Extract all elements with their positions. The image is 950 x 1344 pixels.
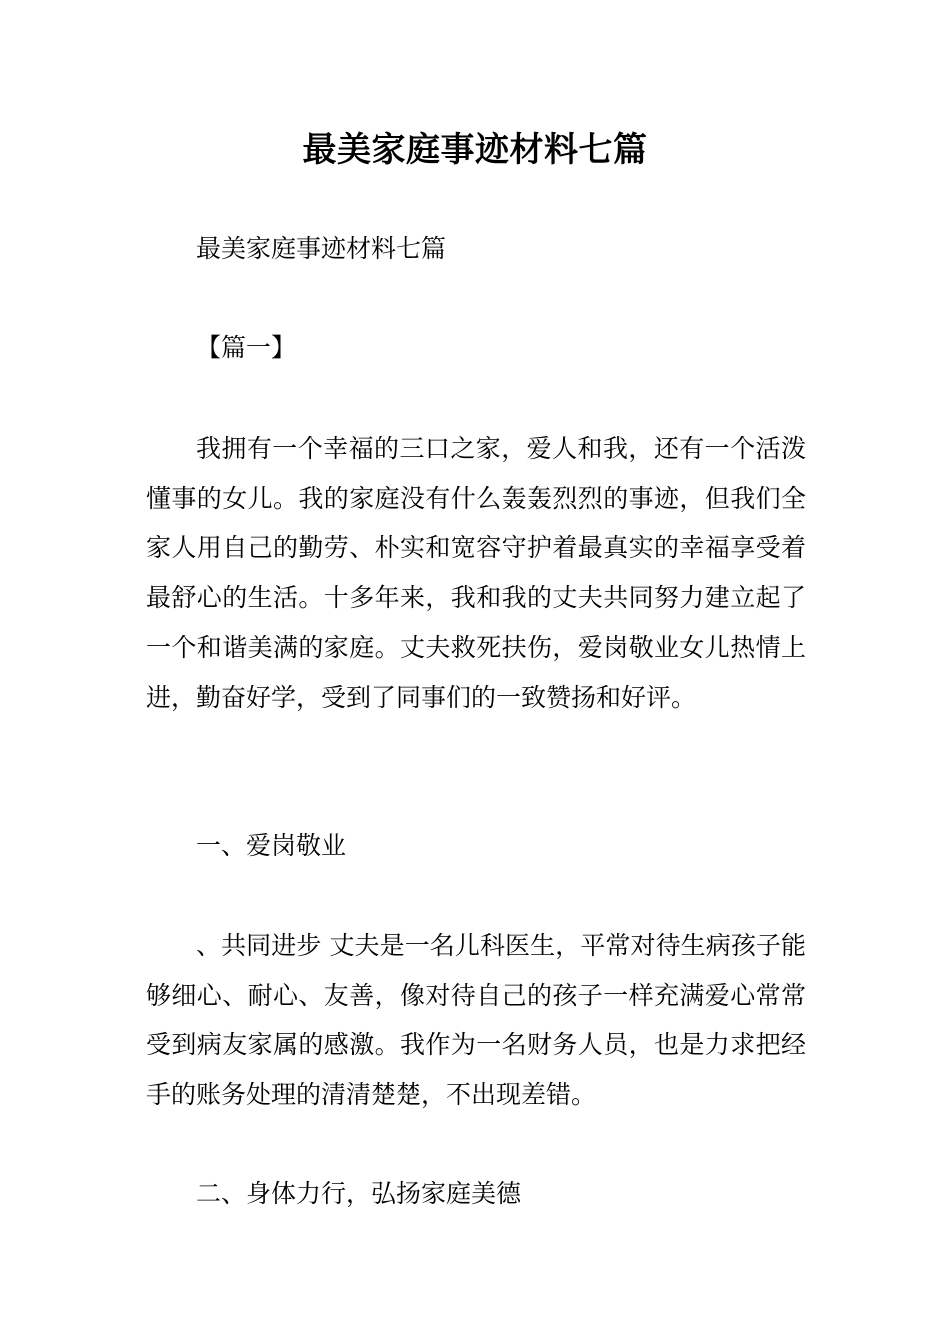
paragraph-common-progress: 、共同进步 丈夫是一名儿科医生，平常对待生病孩子能够细心、耐心、友善，像对待自己的孩子一样充满爱心常常受到病友家属的感激。我作为一名财务人员，也是力求把经手的账务处理的清清楚楚，不出现差错。 [146, 931, 806, 1110]
section-label: 【篇一】 [196, 333, 297, 362]
document-title: 最美家庭事迹材料七篇 [302, 130, 648, 170]
paragraph-family-intro: 我拥有一个幸福的三口之家，爱人和我，还有一个活泼懂事的女儿。我的家庭没有什么轰轰烈烈的事迹，但我们全家人用自己的勤劳、朴实和宽容守护着最真实的幸福享受着最舒心的生活。十多年来，我和我的丈夫共同努力建立起了一个和谐美满的家庭。丈夫救死扶伤，爱岗敬业女儿热情上进，勤奋好学，受到了同事们的一致赞扬和好评。 [146, 434, 806, 712]
heading-dedication: 一、爱岗敬业 [196, 831, 347, 860]
document-subtitle: 最美家庭事迹材料七篇 [196, 234, 447, 263]
heading-family-virtue: 二、身体力行，弘扬家庭美德 [196, 1179, 522, 1208]
